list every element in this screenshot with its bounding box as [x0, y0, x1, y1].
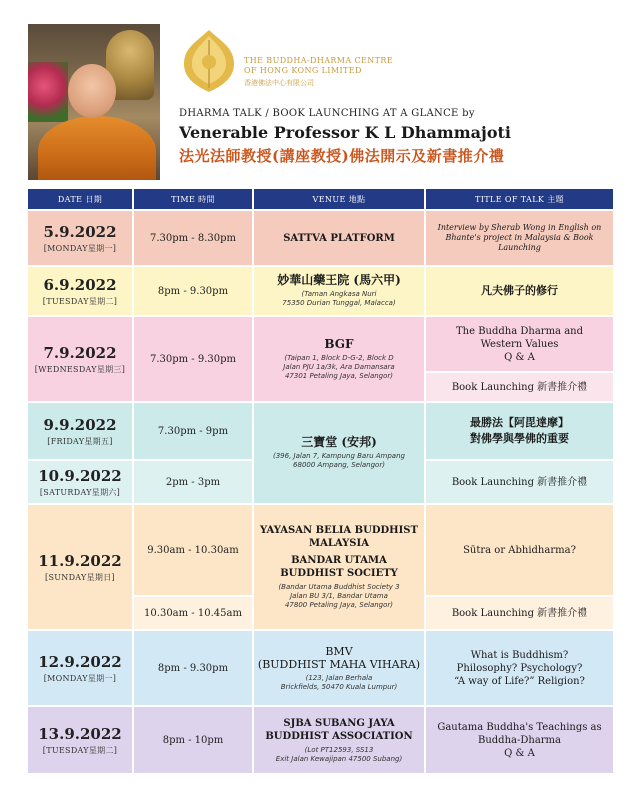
day-of-week: [MONDAY星期一] [43, 673, 117, 683]
date: 10.9.2022 [38, 466, 122, 485]
day-of-week: [MONDAY星期一] [43, 243, 117, 253]
day-of-week: [TUESDAY星期二] [42, 745, 118, 755]
day-of-week: [SATURDAY星期六] [39, 487, 121, 497]
title-cell [426, 403, 613, 459]
title-cell [426, 317, 613, 371]
venue-cell [254, 267, 424, 315]
date-cell [28, 461, 132, 503]
time-cell [134, 597, 252, 629]
column-header-title: TITLE OF TALK 主題 [426, 189, 613, 209]
time-cell [134, 505, 252, 595]
time: 7.30pm - 8.30pm [149, 232, 237, 244]
date: 6.9.2022 [43, 275, 117, 294]
talk-title: Interview by Sherab Wong in English on Bhante's project in Malaysia & Book Launching [437, 223, 602, 252]
talk-title: 最勝法【阿毘達摩】 對佛學與學佛的重要 [470, 416, 569, 445]
speaker-head [68, 64, 116, 118]
robe [38, 116, 156, 180]
speaker-photo [28, 24, 160, 180]
venue-cell [254, 631, 424, 705]
title-cell [426, 267, 613, 315]
org-name-cn: 香港佛法中心有限公司 [244, 79, 314, 87]
title-cell [426, 461, 613, 503]
time: 8pm - 10pm [162, 734, 224, 746]
venue-name: 三寶堂 (安邦) [301, 435, 377, 449]
speaker-name-cn: 法光法師教授(講座教授)佛法開示及新書推介禮 [179, 147, 505, 165]
venue-address: (Taman Angkasa Nuri 75350 Durian Tunggal, Malacca) [282, 290, 396, 307]
date-cell [28, 211, 132, 265]
title-cell [426, 631, 613, 705]
date: 11.9.2022 [38, 551, 122, 570]
column-header-time: TIME 時間 [134, 189, 252, 209]
venue-cell [254, 317, 424, 401]
venue-name: 妙華山藥王院 (馬六甲) [277, 273, 401, 287]
talk-title: What is Buddhism? Philosophy? Psychology? “A way of Life?” Religion? [454, 649, 585, 687]
time-cell [134, 707, 252, 773]
time: 7.30pm - 9pm [157, 425, 229, 437]
venue-cell [254, 403, 424, 503]
time-cell [134, 211, 252, 265]
day-of-week: [TUESDAY星期二] [42, 296, 118, 306]
date: 9.9.2022 [43, 415, 117, 434]
time: 7.30pm - 9.30pm [149, 353, 237, 365]
venue-address: (396, Jalan 7, Kampung Baru Ampang 68000 Ampang, Selangor) [273, 452, 405, 469]
time-cell [134, 403, 252, 459]
title-cell-book-launch [426, 373, 613, 401]
talk-title: Book Launching 新書推介禮 [451, 476, 588, 488]
venue-cell [254, 211, 424, 265]
venue-name: YAYASAN BELIA BUDDHIST MALAYSIA [260, 525, 418, 549]
talk-title: Sūtra or Abhidharma? [463, 544, 576, 556]
day-of-week: [SUNDAY星期日] [45, 572, 115, 582]
date-cell [28, 317, 132, 401]
date: 13.9.2022 [38, 724, 122, 743]
time: 2pm - 3pm [165, 476, 221, 488]
talk-title: Book Launching 新書推介禮 [451, 381, 588, 393]
column-header-date: DATE 日期 [28, 189, 132, 209]
venue-cell [254, 707, 424, 773]
day-of-week: [WEDNESDAY星期三] [34, 364, 126, 374]
date: 12.9.2022 [38, 652, 122, 671]
time: 9.30am - 10.30am [147, 544, 239, 556]
time-cell [134, 317, 252, 401]
bodhi-leaf-logo-icon [178, 26, 240, 96]
date-cell [28, 505, 132, 629]
column-header-venue: VENUE 地點 [254, 189, 424, 209]
talk-title: Book Launching 新書推介禮 [451, 607, 588, 619]
talk-title: The Buddha Dharma and Western Values Q & A [455, 325, 583, 363]
venue-cell [254, 505, 424, 629]
venue-name: BMV (BUDDHIST MAHA VIHARA) [257, 644, 421, 671]
venue-name-secondary: BANDAR UTAMA BUDDHIST SOCIETY [280, 555, 398, 579]
time-cell [134, 631, 252, 705]
date-cell [28, 403, 132, 459]
talk-title: 凡夫佛子的修行 [481, 284, 558, 297]
venue-name: SATTVA PLATFORM [283, 232, 395, 244]
org-name: THE BUDDHA-DHARMA CENTRE OF HONG KONG LIMITED [244, 56, 394, 75]
subtitle: DHARMA TALK / BOOK LAUNCHING AT A GLANCE by [179, 108, 475, 119]
venue-address: (123, Jalan Berhala Brickfields, 50470 Kuala Lumpur) [280, 673, 398, 691]
venue-address: (Taipan 1, Block D-G-2, Block D Jalan PJU 1a/3k, Ara Damansara 47301 Petaling Jaya, Selangor) [283, 353, 395, 380]
time: 8pm - 9.30pm [157, 662, 229, 674]
title-cell [426, 505, 613, 595]
title-cell [426, 707, 613, 773]
time: 10.30am - 10.45am [144, 607, 242, 619]
flowers [28, 62, 68, 122]
title-cell [426, 211, 613, 265]
date-cell [28, 631, 132, 705]
date: 7.9.2022 [43, 343, 117, 362]
speaker-name: Venerable Professor K L Dhammajoti [179, 123, 511, 142]
date-cell [28, 267, 132, 315]
venue-address: (Lot PT12593, SS13 Exit Jalan Kewajipan 47500 Subang) [275, 745, 403, 763]
time-cell [134, 267, 252, 315]
time: 8pm - 9.30pm [157, 285, 229, 297]
venue-address: (Bandar Utama Buddhist Society 3 Jalan BU 3/1, Bandar Utama 47800 Petaling Jaya, Selangor) [278, 583, 400, 609]
day-of-week: [FRIDAY星期五] [47, 436, 113, 446]
date: 5.9.2022 [43, 222, 117, 241]
venue-name: SJBA SUBANG JAYA BUDDHIST ASSOCIATION [265, 717, 413, 742]
time-cell [134, 461, 252, 503]
title-cell-book-launch [426, 597, 613, 629]
date-cell [28, 707, 132, 773]
talk-title: Gautama Buddha's Teachings as Buddha-Dharma Q & A [437, 721, 602, 759]
venue-name: BGF [324, 336, 354, 351]
